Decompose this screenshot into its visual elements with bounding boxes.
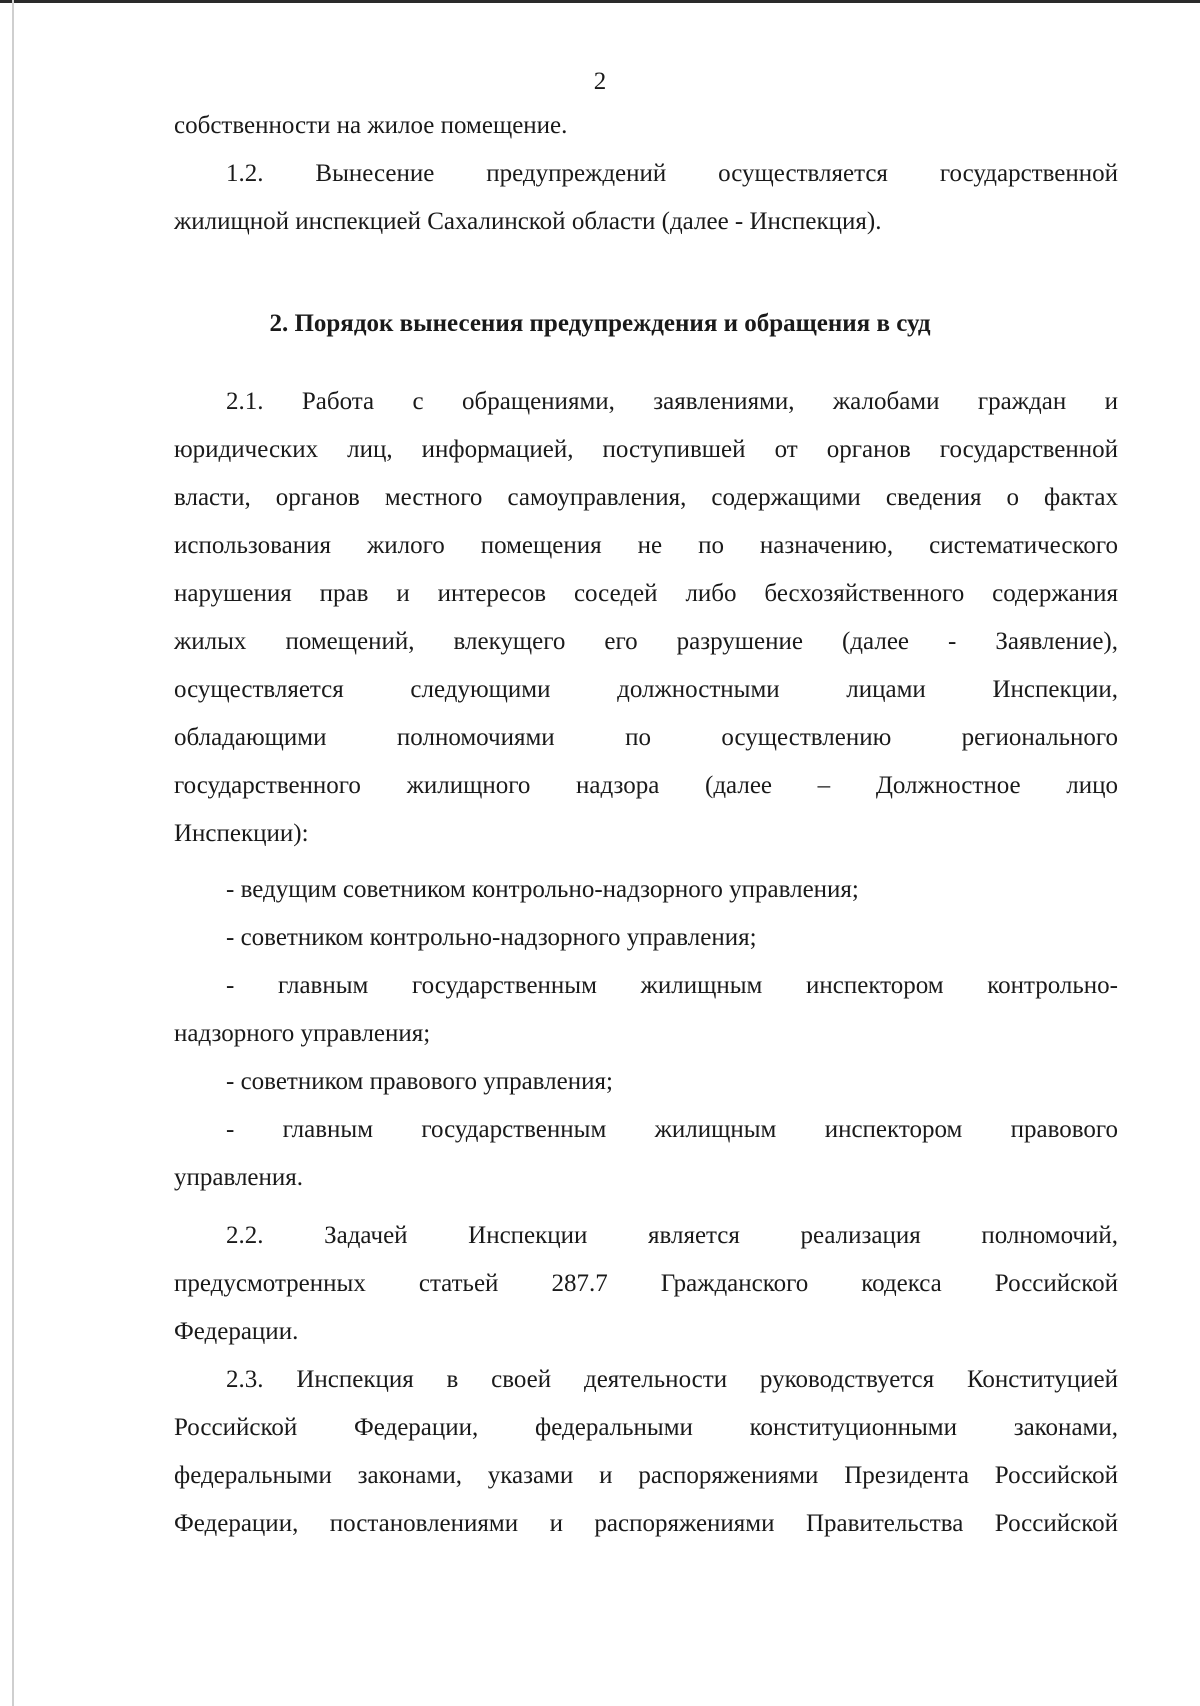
- text-line: предусмотренных статьей 287.7 Гражданского кодекса Российской: [174, 1270, 1118, 1297]
- text-line: нарушения прав и интересов соседей либо бесхозяйственного содержания: [174, 580, 1118, 607]
- list-item: - главным государственным жилищным инспектором правового: [226, 1116, 1118, 1143]
- list-item: - ведущим советником контрольно-надзорного управления;: [226, 876, 859, 903]
- text-line: собственности на жилое помещение.: [174, 112, 568, 139]
- list-item: - советником правового управления;: [226, 1068, 613, 1095]
- paragraph-2-3: [174, 1356, 1118, 1548]
- text-line: государственного жилищного надзора (далее – Должностное лицо: [174, 772, 1118, 799]
- responsible-list: [174, 866, 1118, 1202]
- text-line: жилищной инспекцией Сахалинской области (далее - Инспекция).: [174, 208, 882, 235]
- page-number: 2: [593, 68, 607, 95]
- text-line: Российской Федерации, федеральными конституционными законами,: [174, 1414, 1118, 1441]
- list-item-continuation: надзорного управления;: [174, 1020, 431, 1047]
- list-item-continuation: управления.: [174, 1164, 304, 1191]
- text-line: обладающими полномочиями по осуществлению регионального: [174, 724, 1118, 751]
- text-line: использования жилого помещения не по назначению, систематического: [174, 532, 1118, 559]
- section-heading: 2. Порядок вынесения предупреждения и обращения в суд: [269, 310, 931, 337]
- text-line: Инспекции):: [174, 820, 309, 847]
- paragraph-2-1: [174, 378, 1118, 858]
- text-line: Федерации, постановлениями и распоряжениями Правительства Российской: [174, 1510, 1118, 1537]
- text-line: Федерации.: [174, 1318, 299, 1345]
- list-item: - советником контрольно-надзорного управления;: [226, 924, 757, 951]
- text-line: юридических лиц, информацией, поступившей от органов государственной: [174, 436, 1118, 463]
- text-line: 2.2. Задачей Инспекции является реализация полномочий,: [226, 1222, 1118, 1249]
- text-line: осуществляется следующими должностными лицами Инспекции,: [174, 676, 1118, 703]
- text-line: жилых помещений, влекущего его разрушение (далее - Заявление),: [174, 628, 1118, 655]
- text-line: федеральными законами, указами и распоряжениями Президента Российской: [174, 1462, 1118, 1489]
- list-item: - главным государственным жилищным инспектором контрольно-: [226, 972, 1118, 999]
- text-line: власти, органов местного самоуправления, содержащими сведения о фактах: [174, 484, 1118, 511]
- text-line: 2.3. Инспекция в своей деятельности руководствуется Конституцией: [226, 1366, 1118, 1393]
- intro-block: [174, 102, 1118, 246]
- text-line: 2.1. Работа с обращениями, заявлениями, жалобами граждан и: [226, 388, 1118, 415]
- paragraph-2-2: [174, 1212, 1118, 1356]
- text-line: 1.2. Вынесение предупреждений осуществляется государственной: [226, 160, 1118, 187]
